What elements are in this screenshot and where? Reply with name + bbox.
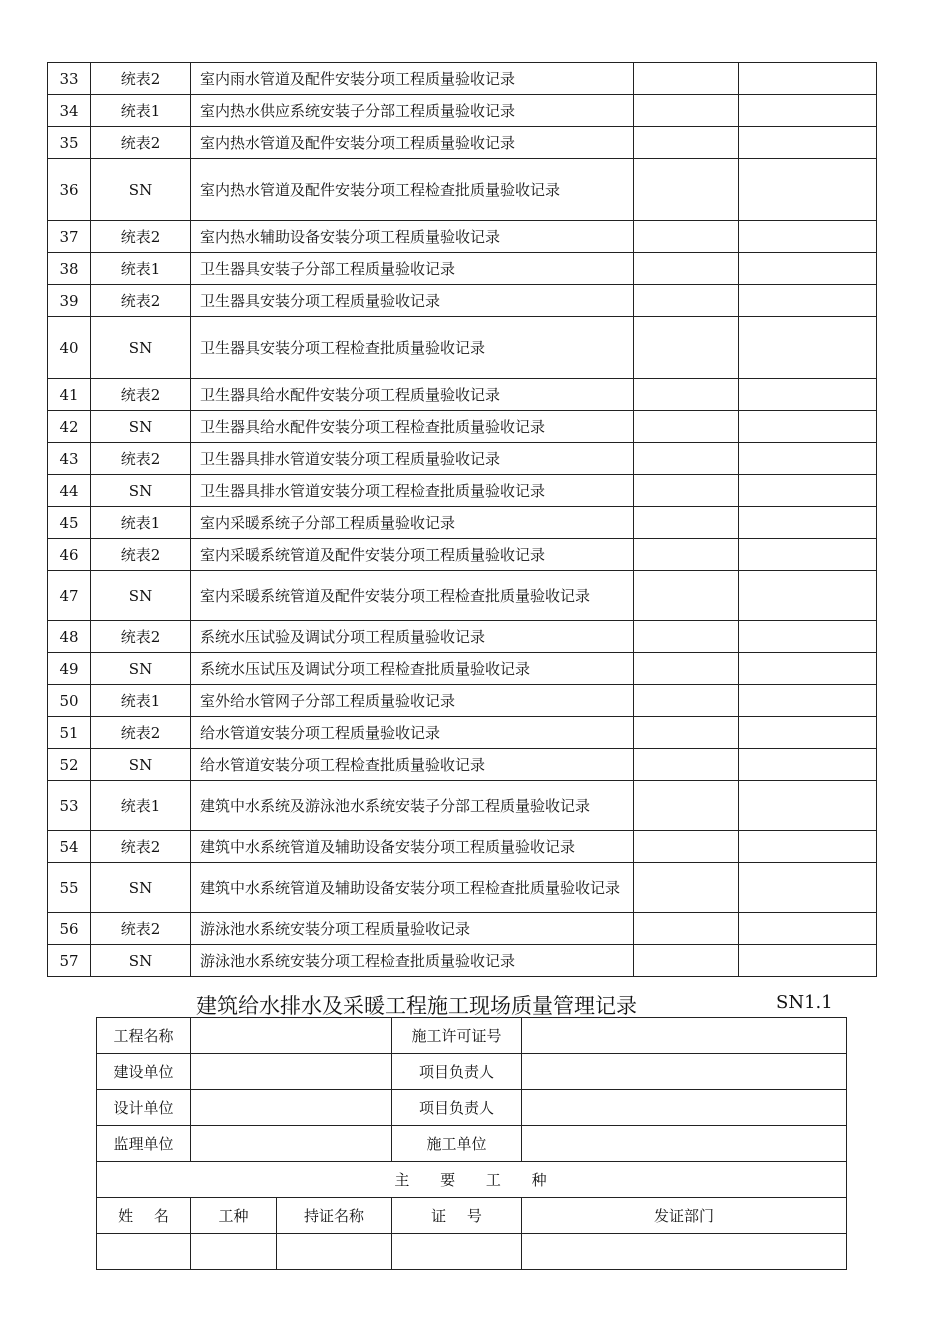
blank-cell-a[interactable] bbox=[634, 443, 739, 475]
record-title: 卫生器具排水管道安装分项工程质量验收记录 bbox=[191, 443, 634, 475]
blank-cell-a[interactable] bbox=[634, 863, 739, 913]
form-code-cell: SN bbox=[91, 571, 191, 621]
blank-cell-a[interactable] bbox=[634, 539, 739, 571]
record-title: 卫生器具安装分项工程检查批质量验收记录 bbox=[191, 317, 634, 379]
blank-cell-b[interactable] bbox=[739, 945, 877, 977]
record-title: 室内热水辅助设备安装分项工程质量验收记录 bbox=[191, 221, 634, 253]
record-title: 建筑中水系统管道及辅助设备安装分项工程检查批质量验收记录 bbox=[191, 863, 634, 913]
row-number: 43 bbox=[48, 443, 91, 475]
blank-cell-a[interactable] bbox=[634, 749, 739, 781]
record-title: 建筑中水系统及游泳池水系统安装子分部工程质量验收记录 bbox=[191, 781, 634, 831]
blank-cell-b[interactable] bbox=[739, 63, 877, 95]
blank-cell-b[interactable] bbox=[739, 571, 877, 621]
form-code-cell: 统表2 bbox=[91, 913, 191, 945]
blank-cell-b[interactable] bbox=[739, 831, 877, 863]
blank-cell-b[interactable] bbox=[739, 379, 877, 411]
label-owner: 建设单位 bbox=[97, 1054, 191, 1090]
form-row-trade-headers bbox=[97, 1198, 847, 1234]
row-number: 35 bbox=[48, 127, 91, 159]
blank-cell-a[interactable] bbox=[634, 831, 739, 863]
blank-cell-b[interactable] bbox=[739, 475, 877, 507]
blank-cell-a[interactable] bbox=[634, 159, 739, 221]
row-number: 51 bbox=[48, 717, 91, 749]
table-row bbox=[48, 571, 877, 621]
blank-cell-a[interactable] bbox=[634, 253, 739, 285]
form-row-designer bbox=[97, 1090, 847, 1126]
row-number: 39 bbox=[48, 285, 91, 317]
table-row bbox=[48, 317, 877, 379]
value-designer-lead[interactable] bbox=[522, 1090, 847, 1126]
record-title: 给水管道安装分项工程质量验收记录 bbox=[191, 717, 634, 749]
record-title: 游泳池水系统安装分项工程检查批质量验收记录 bbox=[191, 945, 634, 977]
blank-cell-a[interactable] bbox=[634, 127, 739, 159]
row-number: 36 bbox=[48, 159, 91, 221]
blank-cell-a[interactable] bbox=[634, 781, 739, 831]
table-row bbox=[48, 63, 877, 95]
header-issuer: 发证部门 bbox=[522, 1198, 847, 1234]
row-number: 42 bbox=[48, 411, 91, 443]
blank-cell-a[interactable] bbox=[634, 945, 739, 977]
record-title: 室内采暖系统管道及配件安装分项工程质量验收记录 bbox=[191, 539, 634, 571]
table-row bbox=[48, 749, 877, 781]
form-code-cell: SN bbox=[91, 653, 191, 685]
blank-cell-b[interactable] bbox=[739, 95, 877, 127]
row-number: 33 bbox=[48, 63, 91, 95]
blank-cell-b[interactable] bbox=[739, 159, 877, 221]
record-title: 卫生器具给水配件安装分项工程质量验收记录 bbox=[191, 379, 634, 411]
records-table bbox=[47, 62, 877, 977]
row-number: 40 bbox=[48, 317, 91, 379]
blank-cell-a[interactable] bbox=[634, 317, 739, 379]
row-number: 50 bbox=[48, 685, 91, 717]
blank-cell-b[interactable] bbox=[739, 221, 877, 253]
blank-cell-a[interactable] bbox=[634, 63, 739, 95]
row-number: 54 bbox=[48, 831, 91, 863]
value-supervisor[interactable] bbox=[191, 1126, 392, 1162]
form-code-cell: SN bbox=[91, 317, 191, 379]
form-code-cell: 统表2 bbox=[91, 285, 191, 317]
blank-cell-a[interactable] bbox=[634, 379, 739, 411]
blank-cell-a[interactable] bbox=[634, 571, 739, 621]
record-title: 系统水压试验及调试分项工程质量验收记录 bbox=[191, 621, 634, 653]
value-designer[interactable] bbox=[191, 1090, 392, 1126]
form-code-cell: SN bbox=[91, 749, 191, 781]
blank-cell-b[interactable] bbox=[739, 443, 877, 475]
main-trades-heading: 主 要 工 种 bbox=[97, 1162, 847, 1198]
form-code-cell: SN bbox=[91, 475, 191, 507]
entry-name[interactable] bbox=[97, 1234, 191, 1270]
blank-cell-b[interactable] bbox=[739, 253, 877, 285]
record-title: 室内热水供应系统安装子分部工程质量验收记录 bbox=[191, 95, 634, 127]
table-row bbox=[48, 379, 877, 411]
blank-cell-a[interactable] bbox=[634, 475, 739, 507]
form-code-cell: 统表2 bbox=[91, 621, 191, 653]
label-owner-lead: 项目负责人 bbox=[392, 1054, 522, 1090]
blank-cell-a[interactable] bbox=[634, 685, 739, 717]
row-number: 57 bbox=[48, 945, 91, 977]
header-cert-name: 持证名称 bbox=[277, 1198, 392, 1234]
table-row bbox=[48, 411, 877, 443]
form-row-supervisor bbox=[97, 1126, 847, 1162]
row-number: 47 bbox=[48, 571, 91, 621]
blank-cell-a[interactable] bbox=[634, 411, 739, 443]
record-title: 卫生器具排水管道安装分项工程检查批质量验收记录 bbox=[191, 475, 634, 507]
record-title: 系统水压试压及调试分项工程检查批质量验收记录 bbox=[191, 653, 634, 685]
form-code-cell: 统表2 bbox=[91, 127, 191, 159]
record-title: 室内热水管道及配件安装分项工程质量验收记录 bbox=[191, 127, 634, 159]
form-code: SN1.1 bbox=[776, 992, 833, 1013]
entry-cert-no[interactable] bbox=[392, 1234, 522, 1270]
header-name: 姓 名 bbox=[97, 1198, 191, 1234]
blank-cell-b[interactable] bbox=[739, 913, 877, 945]
blank-cell-b[interactable] bbox=[739, 863, 877, 913]
row-number: 41 bbox=[48, 379, 91, 411]
form-code-cell: 统表2 bbox=[91, 831, 191, 863]
blank-cell-b[interactable] bbox=[739, 717, 877, 749]
blank-cell-a[interactable] bbox=[634, 621, 739, 653]
form-code-cell: 统表1 bbox=[91, 253, 191, 285]
table-row bbox=[48, 507, 877, 539]
row-number: 44 bbox=[48, 475, 91, 507]
table-row bbox=[48, 685, 877, 717]
table-row bbox=[48, 443, 877, 475]
form-code-cell: 统表1 bbox=[91, 507, 191, 539]
blank-cell-b[interactable] bbox=[739, 317, 877, 379]
row-number: 48 bbox=[48, 621, 91, 653]
header-cert-no: 证 号 bbox=[392, 1198, 522, 1234]
table-row bbox=[48, 95, 877, 127]
row-number: 34 bbox=[48, 95, 91, 127]
entry-cert-name[interactable] bbox=[277, 1234, 392, 1270]
form-code-cell: SN bbox=[91, 159, 191, 221]
form-code-cell: 统表2 bbox=[91, 221, 191, 253]
blank-cell-a[interactable] bbox=[634, 913, 739, 945]
label-designer: 设计单位 bbox=[97, 1090, 191, 1126]
form-code-cell: 统表1 bbox=[91, 781, 191, 831]
record-title: 室内采暖系统子分部工程质量验收记录 bbox=[191, 507, 634, 539]
blank-cell-a[interactable] bbox=[634, 507, 739, 539]
entry-trade[interactable] bbox=[191, 1234, 277, 1270]
form-code-cell: SN bbox=[91, 945, 191, 977]
table-row bbox=[48, 781, 877, 831]
blank-cell-b[interactable] bbox=[739, 749, 877, 781]
table-row bbox=[48, 159, 877, 221]
record-title: 游泳池水系统安装分项工程质量验收记录 bbox=[191, 913, 634, 945]
site-quality-form bbox=[96, 1017, 847, 1270]
value-permit-no[interactable] bbox=[522, 1018, 847, 1054]
label-supervisor: 监理单位 bbox=[97, 1126, 191, 1162]
record-title: 给水管道安装分项工程检查批质量验收记录 bbox=[191, 749, 634, 781]
form-row-owner bbox=[97, 1054, 847, 1090]
form-row-main-trades bbox=[97, 1162, 847, 1198]
blank-cell-b[interactable] bbox=[739, 507, 877, 539]
row-number: 37 bbox=[48, 221, 91, 253]
table-row bbox=[48, 945, 877, 977]
value-owner-lead[interactable] bbox=[522, 1054, 847, 1090]
blank-cell-b[interactable] bbox=[739, 685, 877, 717]
blank-cell-a[interactable] bbox=[634, 95, 739, 127]
table-row bbox=[48, 863, 877, 913]
table-row bbox=[48, 913, 877, 945]
form-code-cell: 统表2 bbox=[91, 443, 191, 475]
form-code-cell: 统表1 bbox=[91, 685, 191, 717]
table-row bbox=[48, 475, 877, 507]
form-row-project bbox=[97, 1018, 847, 1054]
record-title: 卫生器具给水配件安装分项工程检查批质量验收记录 bbox=[191, 411, 634, 443]
table-row bbox=[48, 539, 877, 571]
form-code-cell: SN bbox=[91, 411, 191, 443]
table-row bbox=[48, 221, 877, 253]
blank-cell-b[interactable] bbox=[739, 781, 877, 831]
record-title: 室外给水管网子分部工程质量验收记录 bbox=[191, 685, 634, 717]
row-number: 45 bbox=[48, 507, 91, 539]
table-row bbox=[48, 621, 877, 653]
row-number: 53 bbox=[48, 781, 91, 831]
form-code-cell: 统表2 bbox=[91, 539, 191, 571]
blank-cell-b[interactable] bbox=[739, 621, 877, 653]
blank-cell-b[interactable] bbox=[739, 127, 877, 159]
blank-cell-a[interactable] bbox=[634, 717, 739, 749]
table-row bbox=[48, 717, 877, 749]
entry-issuer[interactable] bbox=[522, 1234, 847, 1270]
label-contractor: 施工单位 bbox=[392, 1126, 522, 1162]
label-project-name: 工程名称 bbox=[97, 1018, 191, 1054]
label-designer-lead: 项目负责人 bbox=[392, 1090, 522, 1126]
blank-cell-b[interactable] bbox=[739, 653, 877, 685]
form-row-trade-entry bbox=[97, 1234, 847, 1270]
row-number: 52 bbox=[48, 749, 91, 781]
record-title: 室内雨水管道及配件安装分项工程质量验收记录 bbox=[191, 63, 634, 95]
blank-cell-b[interactable] bbox=[739, 539, 877, 571]
blank-cell-a[interactable] bbox=[634, 285, 739, 317]
blank-cell-b[interactable] bbox=[739, 285, 877, 317]
row-number: 38 bbox=[48, 253, 91, 285]
value-owner[interactable] bbox=[191, 1054, 392, 1090]
table-row bbox=[48, 253, 877, 285]
row-number: 55 bbox=[48, 863, 91, 913]
form-code-cell: 统表2 bbox=[91, 717, 191, 749]
form-code-cell: 统表1 bbox=[91, 95, 191, 127]
record-title: 卫生器具安装子分部工程质量验收记录 bbox=[191, 253, 634, 285]
form-title: 建筑给水排水及采暖工程施工现场质量管理记录 bbox=[196, 994, 637, 1018]
record-title: 室内采暖系统管道及配件安装分项工程检查批质量验收记录 bbox=[191, 571, 634, 621]
row-number: 56 bbox=[48, 913, 91, 945]
records-body bbox=[48, 63, 877, 977]
record-title: 室内热水管道及配件安装分项工程检查批质量验收记录 bbox=[191, 159, 634, 221]
blank-cell-a[interactable] bbox=[634, 653, 739, 685]
form-code-cell: 统表2 bbox=[91, 63, 191, 95]
form-code-cell: 统表2 bbox=[91, 379, 191, 411]
row-number: 49 bbox=[48, 653, 91, 685]
record-title: 卫生器具安装分项工程质量验收记录 bbox=[191, 285, 634, 317]
value-contractor[interactable] bbox=[522, 1126, 847, 1162]
table-row bbox=[48, 653, 877, 685]
value-project-name[interactable] bbox=[191, 1018, 392, 1054]
blank-cell-a[interactable] bbox=[634, 221, 739, 253]
blank-cell-b[interactable] bbox=[739, 411, 877, 443]
table-row bbox=[48, 285, 877, 317]
header-trade: 工种 bbox=[191, 1198, 277, 1234]
table-row bbox=[48, 127, 877, 159]
form-code-cell: SN bbox=[91, 863, 191, 913]
label-permit-no: 施工许可证号 bbox=[392, 1018, 522, 1054]
row-number: 46 bbox=[48, 539, 91, 571]
record-title: 建筑中水系统管道及辅助设备安装分项工程质量验收记录 bbox=[191, 831, 634, 863]
table-row bbox=[48, 831, 877, 863]
